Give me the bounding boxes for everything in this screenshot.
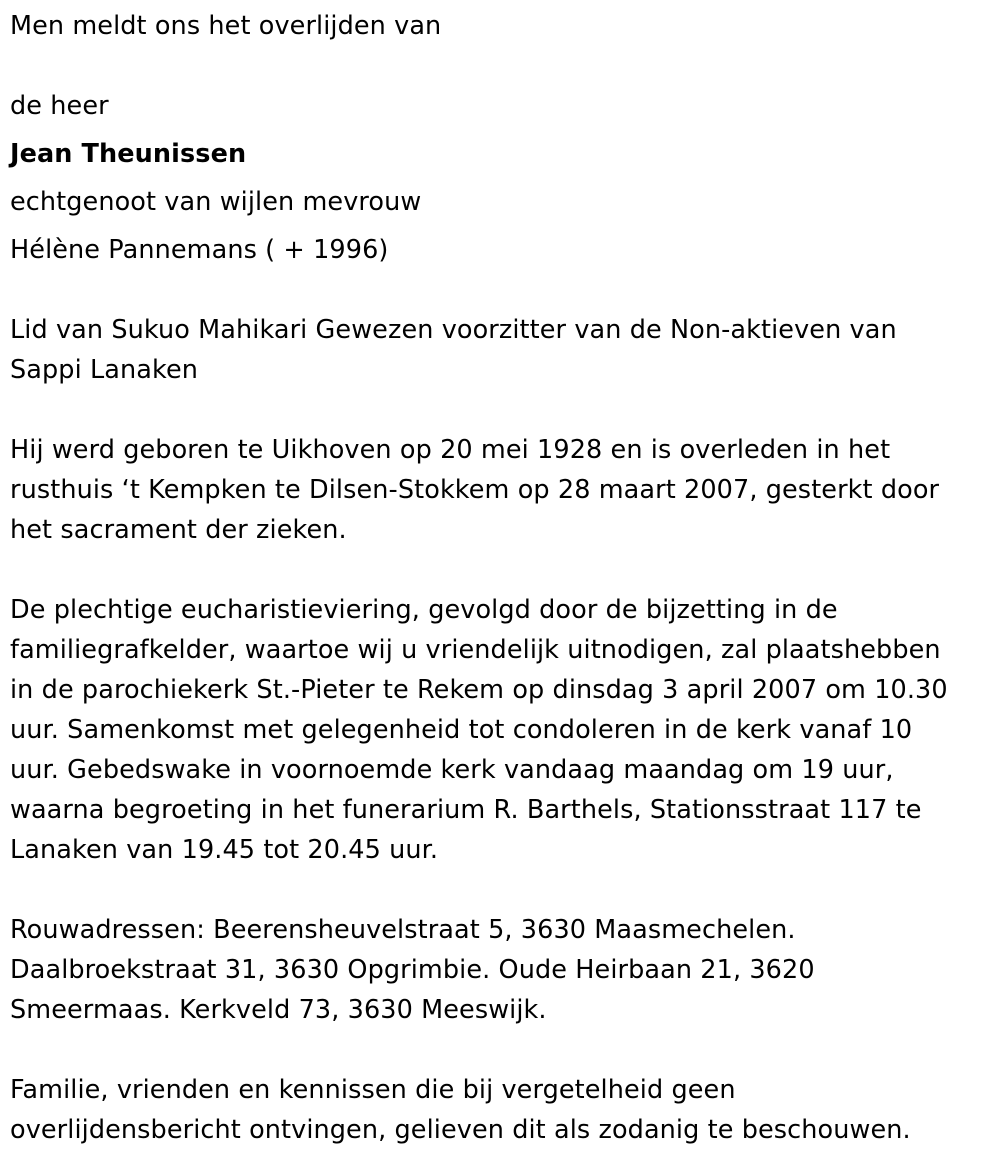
paragraph-line: het sacrament der zieken. xyxy=(10,515,347,545)
spouse-line: echtgenoot van wijlen mevrouw xyxy=(10,187,422,217)
intro-text: Men meldt ons het overlijden van xyxy=(10,11,442,41)
title-prefix: de heer xyxy=(10,91,109,121)
paragraph-line: uur. Gebedswake in voornoemde kerk vandaag maandag om 19 uur, xyxy=(10,755,894,785)
paragraph-line: rusthuis ‘t Kempken te Dilsen-Stokkem op 28 maart 2007, gesterkt door xyxy=(10,475,940,505)
paragraph-line: De plechtige eucharistieviering, gevolgd door de bijzetting in de xyxy=(10,595,838,625)
paragraph-line: Lanaken van 19.45 tot 20.45 uur. xyxy=(10,835,439,865)
paragraph-line: Hij werd geboren te Uikhoven op 20 mei 1928 en is overleden in het xyxy=(10,435,891,465)
paragraph-line: Rouwadressen: Beerensheuvelstraat 5, 3630 Maasmechelen. xyxy=(10,915,796,945)
paragraph-line: uur. Samenkomst met gelegenheid tot condoleren in de kerk vanaf 10 xyxy=(10,715,913,745)
spouse-name: Hélène Pannemans ( + 1996) xyxy=(10,235,389,265)
paragraph-line: Daalbroekstraat 31, 3630 Opgrimbie. Oude Heirbaan 21, 3620 xyxy=(10,955,815,985)
paragraph-line: Sappi Lanaken xyxy=(10,355,199,385)
paragraph-line: familiegrafkelder, waartoe wij u vriendelijk uitnodigen, zal plaatshebben xyxy=(10,635,941,665)
deceased-name: Jean Theunissen xyxy=(10,139,247,169)
paragraph-line: waarna begroeting in het funerarium R. Barthels, Stationsstraat 117 te xyxy=(10,795,922,825)
paragraph-line: Familie, vrienden en kennissen die bij vergetelheid geen xyxy=(10,1075,736,1105)
paragraph-line: in de parochiekerk St.-Pieter te Rekem op dinsdag 3 april 2007 om 10.30 xyxy=(10,675,948,705)
paragraph-line: Smeermaas. Kerkveld 73, 3630 Meeswijk. xyxy=(10,995,547,1025)
paragraph-line: overlijdensbericht ontvingen, gelieven dit als zodanig te beschouwen. xyxy=(10,1115,911,1145)
paragraph-line: Lid van Sukuo Mahikari Gewezen voorzitter van de Non-aktieven van xyxy=(10,315,897,345)
